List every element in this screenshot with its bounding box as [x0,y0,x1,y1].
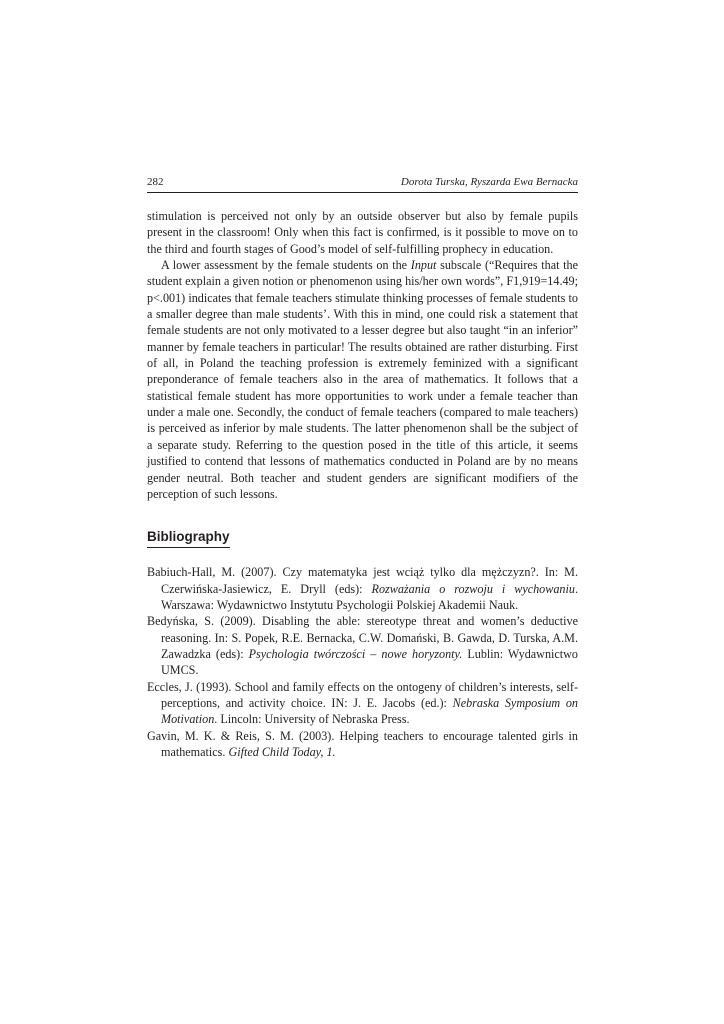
bibliography-entry-title: Rozważania o rozwoju i wychowaniu [371,581,575,596]
paragraph-2 [147,257,578,502]
bibliography-entry [147,728,578,761]
bibliography-entry [147,564,578,613]
body-text [147,208,578,502]
running-head [147,175,578,193]
bibliography-entry-text: Bedyńska, S. (2009). Disabling the able: stereotype threat and women’s deductive reasoning. In: S. Popek, R.E. Bernacka, C.W. Domański, B. Gawda, D. Turska, A.M. Zawadzka (eds): [147,614,578,661]
bibliography-list [147,564,578,760]
bibliography-entry-publisher: . Warszawa: Wydawnictwo Instytutu Psychologii Polskiej Akademii Nauk. [161,581,578,612]
bibliography-entry-text: Eccles, J. (1993). School and family effects on the ontogeny of children’s interests, self-perceptions, and activity choice. IN: J. E. Jacobs (ed.): [147,679,578,710]
paragraph-2-emphasis: Input [410,258,437,273]
paragraph-2-text-end: subscale (“Requires that the student explain a given notion or phenomenon using his/her own words”, F1,919=14.49; p<.001) indicates that female teachers stimulate thinking processes of female students to a smaller degree than male students’. With this in mind, one could risk a statement that female students are not only motivated to a lesser degree but also taught “in an inferior” manner by female teachers in particular! The results obtained are rather disturbing. First of all, in Poland the teaching profession is extremely feminized with a significant preponderance of female teachers also in the area of mathematics. It follows that a statistical female student has more opportunities to work under a female teacher than under a male one. Secondly, the conduct of female teachers (compared to male teachers) is perceived as inferior by male students. The latter phenomenon shall be the subject of a separate study. Referring to the question posed in the title of this article, it seems justified to contend that lessons of mathematics conducted in Poland are by no means gender neutral. Both teacher and student genders are significant modifiers of the perception of such lessons. [147,258,578,501]
bibliography-entry [147,679,578,728]
bibliography-entry-text: Gavin, M. K. & Reis, S. M. (2003). Helping teachers to encourage talented girls in mathematics. [147,728,578,759]
running-head-authors: Dorota Turska, Ryszarda Ewa Bernacka [400,176,578,188]
paragraph-1 [147,208,578,257]
paragraph-2-text-start: A lower assessment by the female students on the [161,258,411,273]
page [147,175,578,760]
bibliography-entry-title: Psychologia twórczości – nowe horyzonty. [248,646,463,661]
paragraph-1-text: stimulation is perceived not only by an outside observer but also by female pupils present in the classroom! Only when this fact is confirmed, is it possible to move on to the third and fourth stages of Good’s model of self-fulfilling prophecy in education. [147,209,578,256]
bibliography-entry-text: Babiuch-Hall, M. (2007). Czy matematyka jest wciąż tylko dla mężczyzn?. In: M. Czerwińska-Jasiewicz, E. Dryll (eds): [147,565,578,596]
bibliography-entry-publisher: . Lincoln: University of Nebraska Press. [214,712,410,727]
bibliography-entry-title: Nebraska Symposium on Motivation [161,695,578,727]
bibliography-entry [147,613,578,678]
bibliography-entry-title: Gifted Child Today, 1. [228,744,336,759]
page-number: 282 [147,176,164,188]
bibliography-entry-publisher: Lublin: Wydawnictwo UMCS. [161,646,578,678]
bibliography-heading: Bibliography [147,528,230,548]
